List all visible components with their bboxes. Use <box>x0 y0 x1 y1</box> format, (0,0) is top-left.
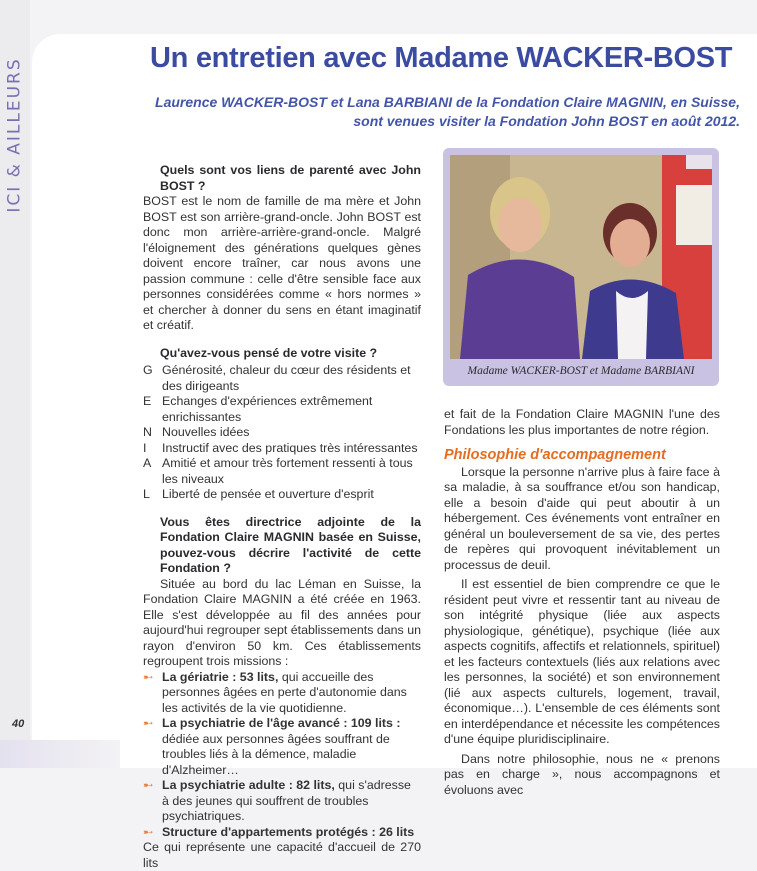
mission-title: Structure d'appartements protégés : 26 lits <box>162 824 415 839</box>
arrow-icon: ➸ <box>143 716 154 730</box>
acrostic-letter: I <box>143 440 147 455</box>
acrostic-letter: L <box>143 487 150 501</box>
right-column <box>444 407 720 798</box>
mission-text: qui accueille des personnes âgées en perte d'autonomie dans les activités de la vie quotidienne. <box>162 669 407 715</box>
question-3: Vous êtes directrice adjointe de la Fondation Claire MAGNIN basée en Suisse, pouvez-vous décrire l'activité de cette Fondation ? <box>160 514 421 575</box>
answer-3-end: Ce qui représente une capacité d'accueil de 270 lits <box>143 840 421 870</box>
arrow-icon: ➸ <box>143 824 154 839</box>
acrostic-letter: N <box>143 425 152 439</box>
mission-item <box>143 825 421 841</box>
mission-item <box>143 716 421 778</box>
section-heading: Philosophie d'accompagnement <box>444 447 666 463</box>
mission-title: La psychiatrie de l'âge avancé : 109 lits : <box>162 716 401 730</box>
mission-title: La psychiatrie adulte : 82 lits, <box>162 778 335 792</box>
left-column <box>143 163 421 871</box>
acrostic-list <box>143 363 421 503</box>
mission-text: qui s'adresse à des jeunes qui souffrent de troubles psychiatriques. <box>162 778 411 823</box>
answer-1: BOST est le nom de famille de ma mère et John BOST est son arrière-grand-oncle. John BOST est donc mon arrière-arrière-grand-oncle. Malgré l'éloignement des générations quelques gènes doivent encore traîner, car nous avons une passion commune : celle d'être sensible face aux personnes considérées comme « hors normes » et chercher à donner du sens en étant imaginatif et créatif. <box>143 194 421 332</box>
acrostic-text: Echanges d'expériences extrêmement enrichissantes <box>162 394 373 424</box>
acrostic-item <box>143 487 421 503</box>
acrostic-letter: G <box>143 363 153 377</box>
photo-frame <box>443 148 719 386</box>
acrostic-item <box>143 425 421 441</box>
answer-3: Située au bord du lac Léman en Suisse, la Fondation Claire MAGNIN a été créée en 1963. Elle s'est développée au fil des années pour aujourd'hui regrouper sept établissements dans un rayon d'environ 50 km. Ces établissements regroupent trois missions : <box>143 576 421 668</box>
acrostic-text: Liberté de pensée et ouverture d'esprit <box>162 487 374 501</box>
acrostic-text: Amitié et amour très fortement ressenti à tous les niveaux <box>162 456 413 486</box>
acrostic-text: Nouvelles idées <box>162 425 250 439</box>
section-label-text: ICI & AILLEURS <box>5 57 25 213</box>
acrostic-item <box>143 456 421 487</box>
acrostic-item <box>143 363 421 394</box>
article-title: Un entretien avec Madame WACKER-BOST <box>150 42 733 74</box>
photo-illustration <box>450 155 712 359</box>
acrostic-item <box>143 394 421 425</box>
arrow-icon: ➸ <box>143 669 154 684</box>
acrostic-text: Instructif avec des pratiques très intéressantes <box>162 440 418 455</box>
portrait-photo <box>450 155 712 359</box>
paragraph-2: Il est essentiel de bien comprendre ce que le résident peut vivre et ressentir tant au niveau de son intégrité physique (liée aux aspects physiologique, génétique), psychique (liée aux aspects cognitifs, affectifs et relationnels, spirituel) et les facteurs contextuels (liés aux relations avec les personnes, la société) et son environnement (lié aux aspects culturels, logement, travail, économique…). L'ensemble de ces éléments sont en interdépendance et nécessite les compétences d'une équipe pluridisciplinaire. <box>444 577 720 746</box>
photo-caption: Madame WACKER-BOST et Madame BARBIANI <box>467 365 695 377</box>
section-label <box>2 30 28 240</box>
mission-title: La gériatrie : 53 lits, <box>162 669 279 684</box>
question-2: Qu'avez-vous pensé de votre visite ? <box>160 345 378 360</box>
acrostic-text: Générosité, chaleur du cœur des résidents et des dirigeants <box>162 363 411 393</box>
acrostic-item <box>143 441 421 457</box>
mission-item <box>143 670 421 717</box>
article-subtitle <box>150 93 740 131</box>
acrostic-letter: E <box>143 394 152 408</box>
mission-text: dédiée aux personnes âgées souffrant de troubles liés à la démence, maladie d'Alzheimer… <box>162 731 390 777</box>
paragraph-1: Lorsque la personne n'arrive plus à faire face à sa maladie, à sa souffrance et/ou son handicap, elle a besoin d'aide qui peut aboutir à un hébergement. Ces événements vont entraîner en général un bouleversement de sa vie, des pertes de repères qui provoquent inévitablement un processus de deuil. <box>444 464 720 572</box>
arrow-icon: ➸ <box>143 778 154 792</box>
acrostic-letter: A <box>143 456 152 470</box>
paragraph-3: Dans notre philosophie, nous ne « prenons pas en charge », nous accompagnons et évoluons avec <box>444 751 720 797</box>
subtitle-line-1: Laurence WACKER-BOST et Lana BARBIANI de la Fondation Claire MAGNIN, en Suisse, <box>155 94 740 110</box>
mission-item <box>143 778 421 825</box>
bottom-decoration <box>0 740 120 768</box>
continuation-text: et fait de la Fondation Claire MAGNIN l'une des Fondations les plus importantes de notre région. <box>444 407 720 437</box>
subtitle-line-2: sont venues visiter la Fondation John BOST en août 2012. <box>353 113 740 129</box>
page-number: 40 <box>12 718 25 730</box>
question-1: Quels sont vos liens de parenté avec John BOST ? <box>160 163 421 193</box>
